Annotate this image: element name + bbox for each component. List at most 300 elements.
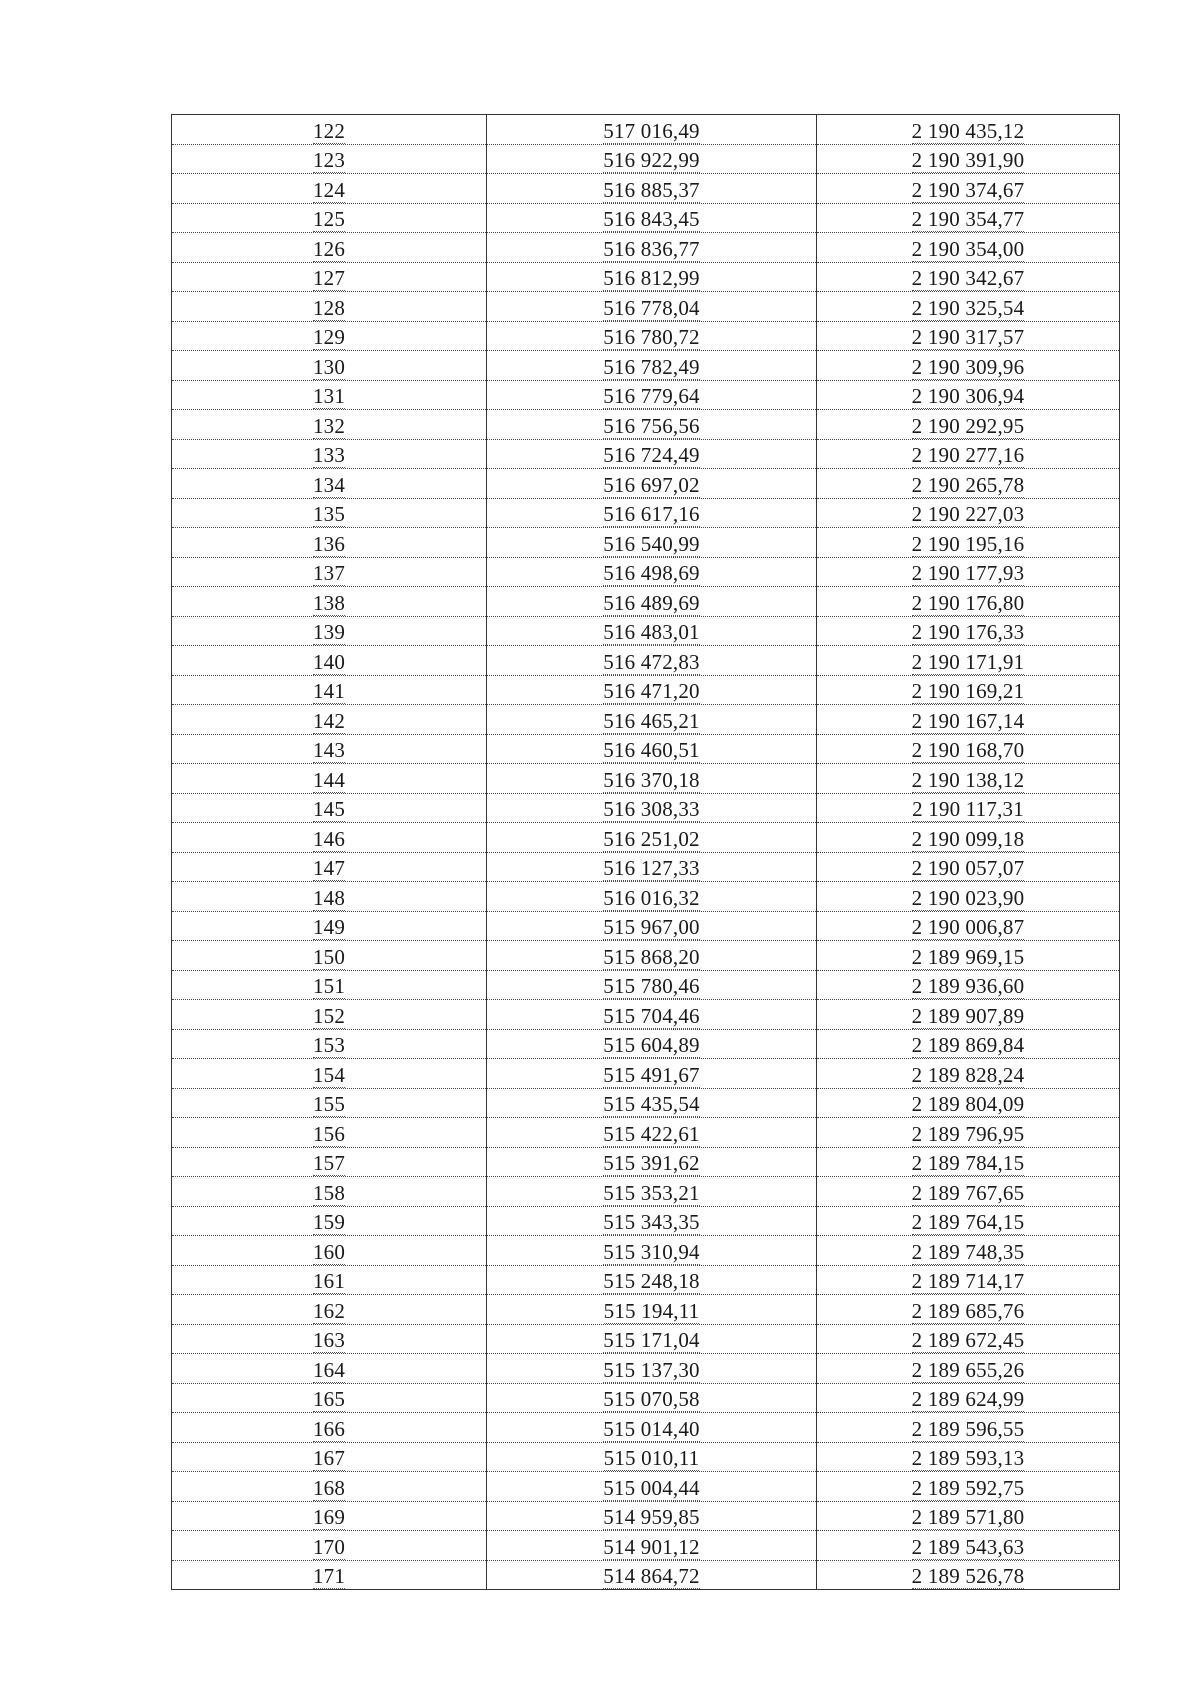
x-coordinate-text: 515 248,18	[603, 1269, 700, 1293]
x-coordinate-cell	[487, 203, 817, 233]
x-coordinate-text: 515 004,44	[603, 1475, 700, 1500]
y-coordinate-text: 2 189 543,63	[911, 1534, 1025, 1559]
table-row	[172, 764, 1120, 794]
y-coordinate-cell	[817, 557, 1120, 587]
x-coordinate-text: 514 864,72	[603, 1564, 700, 1588]
y-coordinate-cell	[817, 911, 1120, 941]
x-coordinate-text: 516 843,45	[603, 207, 700, 231]
x-coordinate-cell	[487, 528, 817, 558]
x-coordinate-cell	[487, 498, 817, 528]
point-number-text: 155	[312, 1092, 346, 1116]
y-coordinate-cell	[817, 1206, 1120, 1236]
table-row	[172, 675, 1120, 705]
x-coordinate-text: 515 137,30	[603, 1357, 700, 1382]
y-coordinate-cell	[817, 970, 1120, 1000]
table-row	[172, 1029, 1120, 1059]
point-number-text: 131	[312, 384, 346, 408]
x-coordinate-cell	[487, 1354, 817, 1384]
y-coordinate-cell	[817, 1383, 1120, 1413]
y-coordinate-cell	[817, 1059, 1120, 1089]
x-coordinate-text: 516 836,77	[603, 236, 700, 261]
point-number-text: 144	[312, 767, 346, 792]
y-coordinate-cell	[817, 203, 1120, 233]
table-row	[172, 1088, 1120, 1118]
table-row	[172, 1501, 1120, 1531]
x-coordinate-text: 515 171,04	[603, 1328, 700, 1352]
point-number-cell	[172, 262, 487, 292]
table-row	[172, 1383, 1120, 1413]
point-number-text: 145	[312, 797, 346, 821]
point-number-text: 130	[312, 354, 346, 379]
point-number-cell	[172, 351, 487, 381]
x-coordinate-cell	[487, 1531, 817, 1561]
y-coordinate-cell	[817, 410, 1120, 440]
point-number-cell	[172, 203, 487, 233]
x-coordinate-cell	[487, 823, 817, 853]
x-coordinate-cell	[487, 1059, 817, 1089]
x-coordinate-text: 515 014,40	[603, 1416, 700, 1441]
y-coordinate-cell	[817, 498, 1120, 528]
x-coordinate-text: 515 010,11	[603, 1446, 700, 1470]
y-coordinate-text: 2 190 195,16	[911, 531, 1025, 556]
point-number-cell	[172, 587, 487, 617]
y-coordinate-text: 2 190 168,70	[911, 738, 1025, 762]
y-coordinate-text: 2 189 593,13	[911, 1446, 1025, 1470]
x-coordinate-cell	[487, 616, 817, 646]
point-number-text: 162	[312, 1298, 346, 1323]
table-row	[172, 1531, 1120, 1561]
y-coordinate-text: 2 190 227,03	[911, 502, 1025, 526]
x-coordinate-cell	[487, 469, 817, 499]
y-coordinate-text: 2 189 655,26	[911, 1357, 1025, 1382]
x-coordinate-text: 515 391,62	[603, 1151, 700, 1175]
y-coordinate-text: 2 190 169,21	[911, 679, 1025, 703]
point-number-text: 142	[312, 708, 346, 733]
x-coordinate-cell	[487, 1147, 817, 1177]
x-coordinate-text: 515 491,67	[603, 1062, 700, 1087]
table-row	[172, 1413, 1120, 1443]
point-number-cell	[172, 823, 487, 853]
point-number-cell	[172, 439, 487, 469]
x-coordinate-text: 516 885,37	[603, 177, 700, 202]
point-number-cell	[172, 734, 487, 764]
x-coordinate-cell	[487, 764, 817, 794]
point-number-text: 141	[312, 679, 346, 703]
table-row	[172, 882, 1120, 912]
x-coordinate-text: 516 922,99	[603, 148, 700, 172]
point-number-cell	[172, 1236, 487, 1266]
table-row	[172, 174, 1120, 204]
x-coordinate-text: 516 617,16	[603, 502, 700, 526]
x-coordinate-cell	[487, 233, 817, 263]
y-coordinate-cell	[817, 321, 1120, 351]
x-coordinate-cell	[487, 174, 817, 204]
x-coordinate-cell	[487, 941, 817, 971]
table-row	[172, 616, 1120, 646]
table-row	[172, 469, 1120, 499]
y-coordinate-cell	[817, 351, 1120, 381]
point-number-cell	[172, 1088, 487, 1118]
x-coordinate-cell	[487, 1000, 817, 1030]
x-coordinate-text: 515 704,46	[603, 1003, 700, 1028]
y-coordinate-text: 2 190 176,80	[911, 590, 1025, 615]
point-number-text: 170	[312, 1534, 346, 1559]
y-coordinate-text: 2 189 969,15	[911, 944, 1025, 969]
point-number-text: 169	[312, 1505, 346, 1529]
x-coordinate-text: 515 194,11	[603, 1298, 700, 1323]
table-row	[172, 262, 1120, 292]
point-number-cell	[172, 144, 487, 174]
y-coordinate-text: 2 189 685,76	[911, 1298, 1025, 1323]
x-coordinate-cell	[487, 380, 817, 410]
point-number-cell	[172, 321, 487, 351]
table-row	[172, 1265, 1120, 1295]
point-number-text: 171	[312, 1564, 346, 1588]
table-row	[172, 911, 1120, 941]
x-coordinate-text: 516 724,49	[603, 443, 700, 467]
point-number-cell	[172, 646, 487, 676]
y-coordinate-cell	[817, 262, 1120, 292]
y-coordinate-text: 2 190 265,78	[911, 472, 1025, 497]
point-number-text: 143	[312, 738, 346, 762]
point-number-cell	[172, 1501, 487, 1531]
y-coordinate-cell	[817, 115, 1120, 145]
table-row	[172, 1118, 1120, 1148]
y-coordinate-cell	[817, 1324, 1120, 1354]
point-number-text: 150	[312, 944, 346, 969]
x-coordinate-text: 515 604,89	[603, 1033, 700, 1057]
x-coordinate-text: 516 127,33	[603, 856, 700, 880]
table-row	[172, 439, 1120, 469]
table-row	[172, 970, 1120, 1000]
point-number-text: 137	[312, 561, 346, 585]
table-row	[172, 410, 1120, 440]
x-coordinate-cell	[487, 793, 817, 823]
y-coordinate-text: 2 190 117,31	[912, 797, 1024, 821]
table-row	[172, 1472, 1120, 1502]
y-coordinate-text: 2 189 592,75	[911, 1475, 1025, 1500]
point-number-cell	[172, 410, 487, 440]
x-coordinate-text: 516 779,64	[603, 384, 700, 408]
point-number-text: 153	[312, 1033, 346, 1057]
x-coordinate-cell	[487, 1295, 817, 1325]
point-number-cell	[172, 1147, 487, 1177]
y-coordinate-cell	[817, 1560, 1120, 1590]
point-number-cell	[172, 793, 487, 823]
point-number-text: 152	[312, 1003, 346, 1028]
point-number-cell	[172, 469, 487, 499]
table-row	[172, 528, 1120, 558]
table-row	[172, 1206, 1120, 1236]
table-row	[172, 557, 1120, 587]
point-number-text: 167	[312, 1446, 346, 1470]
point-number-text: 168	[312, 1475, 346, 1500]
table-row	[172, 705, 1120, 735]
table-row	[172, 941, 1120, 971]
point-number-text: 163	[312, 1328, 346, 1352]
point-number-cell	[172, 970, 487, 1000]
table-row	[172, 587, 1120, 617]
point-number-text: 135	[312, 502, 346, 526]
point-number-cell	[172, 1413, 487, 1443]
coordinates-table	[171, 114, 1120, 1590]
x-coordinate-text: 516 756,56	[603, 413, 700, 438]
y-coordinate-text: 2 190 277,16	[911, 443, 1025, 467]
x-coordinate-text: 516 782,49	[603, 354, 700, 379]
table-row	[172, 1177, 1120, 1207]
point-number-cell	[172, 1000, 487, 1030]
y-coordinate-text: 2 190 354,00	[911, 236, 1025, 261]
x-coordinate-cell	[487, 1265, 817, 1295]
point-number-text: 159	[312, 1210, 346, 1234]
y-coordinate-text: 2 189 767,65	[911, 1180, 1025, 1205]
point-number-text: 140	[312, 649, 346, 674]
x-coordinate-text: 516 471,20	[603, 679, 700, 703]
point-number-cell	[172, 1383, 487, 1413]
x-coordinate-cell	[487, 1118, 817, 1148]
point-number-cell	[172, 233, 487, 263]
point-number-cell	[172, 1442, 487, 1472]
point-number-text: 126	[312, 236, 346, 261]
table-row	[172, 646, 1120, 676]
x-coordinate-cell	[487, 1501, 817, 1531]
x-coordinate-cell	[487, 1442, 817, 1472]
point-number-cell	[172, 1206, 487, 1236]
y-coordinate-text: 2 189 804,09	[911, 1092, 1025, 1116]
table-row	[172, 734, 1120, 764]
y-coordinate-text: 2 189 907,89	[911, 1003, 1025, 1028]
y-coordinate-cell	[817, 1295, 1120, 1325]
table-row	[172, 351, 1120, 381]
point-number-text: 134	[312, 472, 346, 497]
x-coordinate-text: 515 070,58	[603, 1387, 700, 1411]
point-number-text: 125	[312, 207, 346, 231]
point-number-cell	[172, 882, 487, 912]
y-coordinate-cell	[817, 882, 1120, 912]
x-coordinate-text: 515 343,35	[603, 1210, 700, 1234]
point-number-text: 147	[312, 856, 346, 880]
point-number-text: 157	[312, 1151, 346, 1175]
y-coordinate-text: 2 190 325,54	[911, 295, 1025, 320]
point-number-cell	[172, 1118, 487, 1148]
x-coordinate-text: 517 016,49	[603, 118, 700, 143]
y-coordinate-text: 2 190 171,91	[911, 649, 1025, 674]
point-number-text: 149	[312, 915, 346, 939]
point-number-cell	[172, 1324, 487, 1354]
x-coordinate-text: 516 812,99	[603, 266, 700, 290]
x-coordinate-text: 516 778,04	[603, 295, 700, 320]
y-coordinate-text: 2 189 526,78	[911, 1564, 1025, 1588]
x-coordinate-cell	[487, 852, 817, 882]
point-number-text: 123	[312, 148, 346, 172]
table-row	[172, 1236, 1120, 1266]
y-coordinate-cell	[817, 1147, 1120, 1177]
x-coordinate-text: 516 472,83	[603, 649, 700, 674]
point-number-cell	[172, 941, 487, 971]
point-number-cell	[172, 705, 487, 735]
y-coordinate-text: 2 189 796,95	[911, 1121, 1025, 1146]
point-number-text: 165	[312, 1387, 346, 1411]
y-coordinate-text: 2 189 828,24	[911, 1062, 1025, 1087]
y-coordinate-cell	[817, 675, 1120, 705]
table-row	[172, 1147, 1120, 1177]
y-coordinate-text: 2 189 596,55	[911, 1416, 1025, 1441]
point-number-text: 164	[312, 1357, 346, 1382]
y-coordinate-cell	[817, 1118, 1120, 1148]
x-coordinate-cell	[487, 1206, 817, 1236]
point-number-cell	[172, 1560, 487, 1590]
point-number-text: 124	[312, 177, 346, 202]
y-coordinate-text: 2 190 006,87	[911, 915, 1025, 939]
table-row	[172, 498, 1120, 528]
x-coordinate-cell	[487, 115, 817, 145]
point-number-cell	[172, 528, 487, 558]
x-coordinate-cell	[487, 705, 817, 735]
table-row	[172, 1560, 1120, 1590]
y-coordinate-cell	[817, 793, 1120, 823]
y-coordinate-cell	[817, 1442, 1120, 1472]
y-coordinate-text: 2 189 869,84	[911, 1033, 1025, 1057]
point-number-text: 160	[312, 1239, 346, 1264]
point-number-cell	[172, 1354, 487, 1384]
point-number-text: 122	[312, 118, 346, 143]
table-row	[172, 380, 1120, 410]
point-number-cell	[172, 1531, 487, 1561]
y-coordinate-text: 2 190 023,90	[911, 885, 1025, 910]
y-coordinate-cell	[817, 292, 1120, 322]
y-coordinate-cell	[817, 1236, 1120, 1266]
x-coordinate-text: 516 370,18	[603, 767, 700, 792]
x-coordinate-text: 515 353,21	[603, 1180, 700, 1205]
y-coordinate-cell	[817, 1413, 1120, 1443]
y-coordinate-cell	[817, 646, 1120, 676]
table-row	[172, 1000, 1120, 1030]
x-coordinate-cell	[487, 1383, 817, 1413]
x-coordinate-text: 515 868,20	[603, 944, 700, 969]
y-coordinate-cell	[817, 1265, 1120, 1295]
point-number-text: 156	[312, 1121, 346, 1146]
y-coordinate-text: 2 189 714,17	[911, 1269, 1025, 1293]
x-coordinate-text: 516 780,72	[603, 325, 700, 349]
x-coordinate-cell	[487, 882, 817, 912]
point-number-cell	[172, 1029, 487, 1059]
y-coordinate-text: 2 190 374,67	[911, 177, 1025, 202]
x-coordinate-cell	[487, 1029, 817, 1059]
point-number-cell	[172, 557, 487, 587]
y-coordinate-cell	[817, 233, 1120, 263]
x-coordinate-text: 516 460,51	[603, 738, 700, 762]
point-number-cell	[172, 852, 487, 882]
y-coordinate-cell	[817, 616, 1120, 646]
table-row	[172, 793, 1120, 823]
point-number-text: 129	[312, 325, 346, 349]
x-coordinate-text: 516 016,32	[603, 885, 700, 910]
y-coordinate-text: 2 189 672,45	[911, 1328, 1025, 1352]
x-coordinate-cell	[487, 557, 817, 587]
point-number-cell	[172, 675, 487, 705]
x-coordinate-text: 516 489,69	[603, 590, 700, 615]
x-coordinate-text: 516 483,01	[603, 620, 700, 644]
y-coordinate-text: 2 189 571,80	[911, 1505, 1025, 1529]
y-coordinate-cell	[817, 1029, 1120, 1059]
y-coordinate-cell	[817, 144, 1120, 174]
point-number-text: 138	[312, 590, 346, 615]
y-coordinate-cell	[817, 1531, 1120, 1561]
x-coordinate-cell	[487, 1177, 817, 1207]
table-row	[172, 852, 1120, 882]
y-coordinate-cell	[817, 852, 1120, 882]
x-coordinate-text: 515 967,00	[603, 915, 700, 939]
y-coordinate-text: 2 190 176,33	[911, 620, 1025, 644]
y-coordinate-cell	[817, 734, 1120, 764]
y-coordinate-text: 2 190 177,93	[911, 561, 1025, 585]
y-coordinate-cell	[817, 380, 1120, 410]
point-number-cell	[172, 174, 487, 204]
point-number-cell	[172, 115, 487, 145]
x-coordinate-cell	[487, 970, 817, 1000]
point-number-text: 161	[312, 1269, 346, 1293]
x-coordinate-cell	[487, 1560, 817, 1590]
y-coordinate-cell	[817, 1354, 1120, 1384]
point-number-cell	[172, 1472, 487, 1502]
y-coordinate-cell	[817, 823, 1120, 853]
point-number-text: 127	[312, 266, 346, 290]
y-coordinate-text: 2 189 784,15	[911, 1151, 1025, 1175]
y-coordinate-cell	[817, 705, 1120, 735]
point-number-cell	[172, 292, 487, 322]
x-coordinate-cell	[487, 646, 817, 676]
point-number-cell	[172, 1059, 487, 1089]
point-number-text: 128	[312, 295, 346, 320]
point-number-text: 133	[312, 443, 346, 467]
table-row	[172, 1059, 1120, 1089]
x-coordinate-cell	[487, 1472, 817, 1502]
point-number-cell	[172, 1295, 487, 1325]
x-coordinate-cell	[487, 1088, 817, 1118]
table-row	[172, 144, 1120, 174]
point-number-text: 139	[312, 620, 346, 644]
x-coordinate-cell	[487, 1324, 817, 1354]
x-coordinate-text: 516 465,21	[603, 708, 700, 733]
table-row	[172, 292, 1120, 322]
point-number-text: 154	[312, 1062, 346, 1087]
y-coordinate-text: 2 190 435,12	[911, 118, 1025, 143]
y-coordinate-text: 2 190 342,67	[911, 266, 1025, 290]
y-coordinate-text: 2 190 306,94	[911, 384, 1025, 408]
x-coordinate-cell	[487, 439, 817, 469]
table-row	[172, 1295, 1120, 1325]
x-coordinate-text: 516 498,69	[603, 561, 700, 585]
y-coordinate-text: 2 189 624,99	[911, 1387, 1025, 1411]
point-number-cell	[172, 380, 487, 410]
point-number-cell	[172, 764, 487, 794]
y-coordinate-cell	[817, 469, 1120, 499]
x-coordinate-cell	[487, 262, 817, 292]
point-number-cell	[172, 911, 487, 941]
table-row	[172, 823, 1120, 853]
table-row	[172, 1324, 1120, 1354]
y-coordinate-text: 2 190 292,95	[911, 413, 1025, 438]
x-coordinate-cell	[487, 351, 817, 381]
table-row	[172, 321, 1120, 351]
y-coordinate-text: 2 190 391,90	[911, 148, 1025, 172]
coordinates-table-body	[172, 115, 1120, 1590]
x-coordinate-text: 516 251,02	[603, 826, 700, 851]
y-coordinate-text: 2 189 936,60	[911, 974, 1025, 998]
y-coordinate-cell	[817, 764, 1120, 794]
x-coordinate-cell	[487, 734, 817, 764]
y-coordinate-cell	[817, 941, 1120, 971]
